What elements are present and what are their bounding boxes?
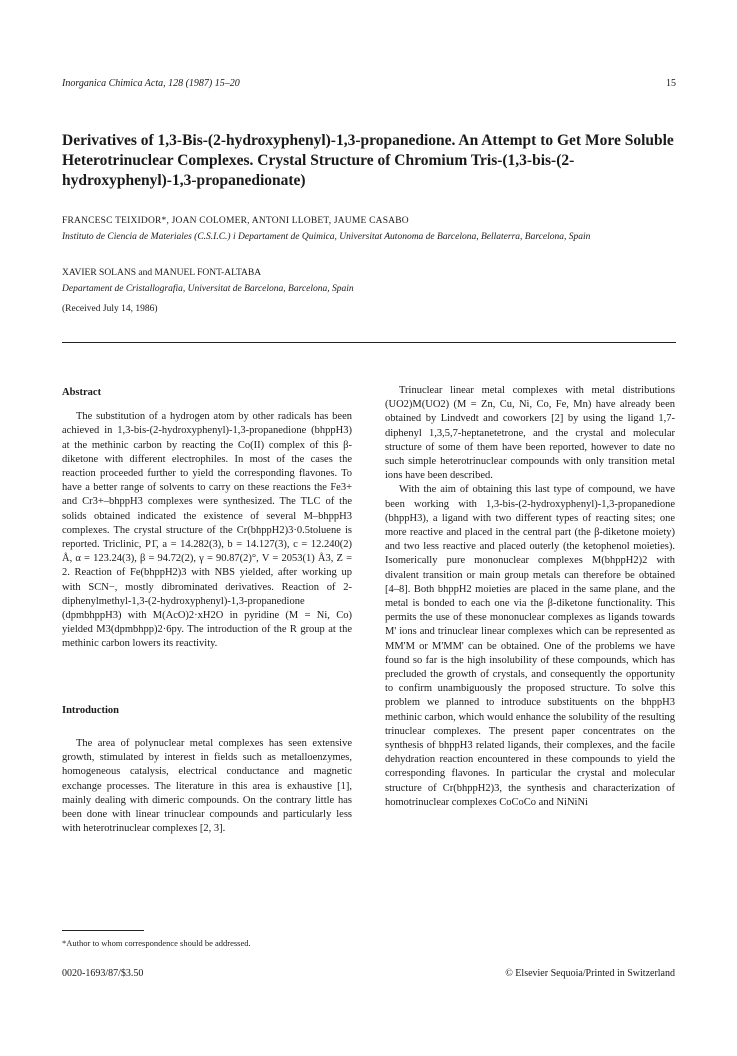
abstract-heading: Abstract (62, 387, 102, 398)
authors-group-2: XAVIER SOLANS and MANUEL FONT-ALTABA (62, 268, 262, 278)
journal-citation: Inorganica Chimica Acta, 128 (1987) 15–20 (62, 78, 240, 89)
correspondence-footnote: *Author to whom correspondence should be addressed. (62, 938, 251, 948)
page-number: 15 (666, 78, 676, 89)
received-date: (Received July 14, 1986) (62, 304, 158, 314)
header-divider (62, 342, 676, 343)
running-head (62, 78, 676, 89)
footer-code: 0020-1693/87/$3.50 (62, 968, 144, 979)
introduction-text: The area of polynuclear metal complexes has seen extensive growth, stimulated by interest in fields such as metalloenzymes, homogeneous catalysis, electrical conductance and magnetic exchange processes. The literature in this area is exhaustive [1], mainly dealing with dimeric compounds. On the contrary little has been done with linear trinuclear compounds and particularly less with heterotrinuclear complexes [2, 3]. (62, 738, 352, 835)
right-paragraph-2: With the aim of obtaining this last type of compound, we have been working with 1,3-bis-(2-hydroxyphenyl)-1,3-propanedione (bhppH3), a ligand with two different types of reacting sites; one more reactive and placed in the central part (the β-diketone moiety) and two less reactive and placed outerly (the ketophenol moieties). Isomerically pure mononuclear complexes M(bhppH2)2 with divalent transition or main group metals can therefore be obtained [4–8]. Both bhppH2 moieties are placed in the same plane, and the metal is bonded to each one via the β-diketone functionality. This permits the use of these mononuclear complexes as ligands towards M' ions and trinuclear linear complexes which can be represented as MM'M or M'MM' can be obtained. One of the problems we have found so far is the high insolubility of these compounds, which has precluded the growth of crystals, and consequently the opportunity to confirm unambiguously the proposed structure. To solve this problem we planned to introduce substituents on the bhppH3 methinic carbon, which would enhance the solubility of the resulting trinuclear complexes. The present paper concentrates on the synthesis of bhppH3 related ligands, their complexes, and the facile dehydration reaction encountered in these compounds to yield the corresponding flavones. In particular the crystal and molecular structure of Cr(bhppH2)3, the synthesis and characterization of homotrinuclear complexes CoCoCo and NiNiNi (385, 484, 675, 808)
abstract-text: The substitution of a hydrogen atom by other radicals has been achieved in 1,3-bis-(2-hydroxyphenyl)-1,3-propanedione (bhppH3) at the methinic carbon by reacting the Co(II) complex of this β-diketone with different electrophiles. In most of the cases the reaction proceeded further to yield the corresponding flavones. To have a better range of solvents to carry on these reactions the Fe3+ and Cr3+–bhppH3 complexes were synthesized. The TLC of the solids obtained indicated the existence of several M–bhppH3 complexes. The crystal structure of the Cr(bhppH2)3·0.5toluene is reported. Triclinic, P1̄, a = 14.282(3), b = 14.127(3), c = 12.240(2) Å, α = 123.24(3), β = 94.72(2), γ = 90.87(2)°, V = 2053(1) Å3, Z = 2. Reaction of Fe(bhppH2)3 with NBS yielded, after working up with SCN−, mostly dibrominated derivatives. Reaction of 2-diphenylmethyl-1,3-(2-hydroxyphenyl)-1,3-propanedione (dpmbhppH3) with M(AcO)2·xH2O in pyridine (M = Ni, Co) yielded M3(dpmbhpp)2·6py. The introduction of the R group at the methinic carbon lowers its reactivity. (62, 411, 352, 650)
right-paragraph-1: Trinuclear linear metal complexes with metal distributions (UO2)M(UO2) (M = Zn, Cu, Ni, Co, Fe, Mn) have already been obtained by Lindvedt and coworkers [2] by using the ligand 1,7-diphenyl 1,3,5,7-heptanetetrone, and the crystal and molecular structure of some of them have been reported, however to date no such simple heterotrinuclear compounds with only transition metal ions have been described. (385, 385, 675, 482)
abstract-section (62, 386, 352, 652)
right-column (385, 384, 675, 810)
footnote-divider (62, 930, 144, 931)
affiliation-1: Instituto de Ciencia de Materiales (C.S.I.C.) i Departament de Quimica, Universitat Autonoma de Barcelona, Bellaterra, Barcelona, Spain (62, 232, 591, 242)
article-title: Derivatives of 1,3-Bis-(2-hydroxyphenyl)-1,3-propanedione. An Attempt to Get More Soluble Heterotrinuclear Complexes. Crystal Structure of Chromium Tris-(1,3-bis-(2-hydroxyphenyl)-1,3-propanedionate) (62, 132, 674, 189)
footer-publisher: © Elsevier Sequoia/Printed in Switzerland (505, 968, 675, 979)
introduction-heading: Introduction (62, 705, 119, 716)
authors-group-1: FRANCESC TEIXIDOR*, JOAN COLOMER, ANTONI LLOBET, JAUME CASABO (62, 216, 409, 226)
affiliation-2: Departament de Cristallografia, Universitat de Barcelona, Barcelona, Spain (62, 284, 354, 294)
